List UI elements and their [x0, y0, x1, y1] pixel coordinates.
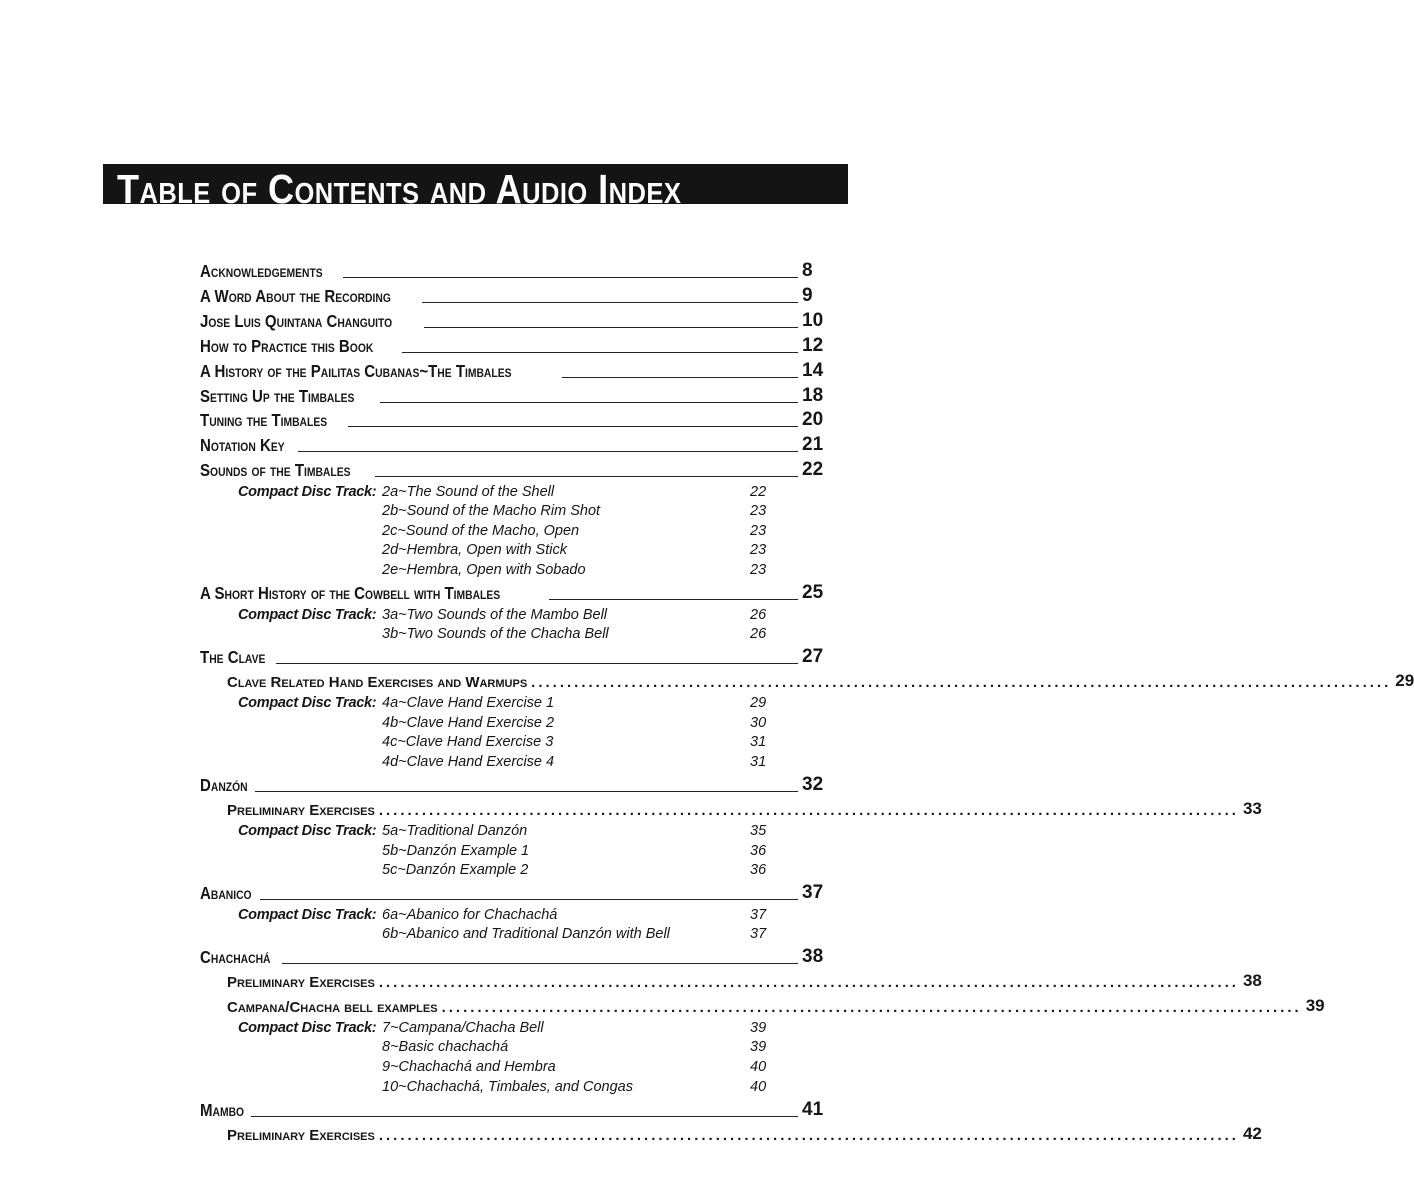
leader-dots: ........................................................................................................................ — [378, 974, 1239, 992]
audio-track-entry — [200, 561, 826, 581]
chapter-title: The Clave — [200, 647, 266, 668]
toc-section-entry — [200, 798, 1262, 819]
leader-line — [343, 277, 798, 278]
audio-track-entry — [200, 733, 826, 753]
track-page-number: 23 — [750, 503, 767, 520]
track-page-number: 35 — [750, 822, 767, 839]
audio-track-entry — [200, 541, 826, 561]
cd-track-label: Compact Disc Track: — [238, 906, 377, 923]
title-banner — [103, 164, 848, 212]
cd-track-label: Compact Disc Track: — [238, 483, 377, 500]
page-number: 21 — [802, 434, 824, 456]
track-title: 2c~Sound of the Macho, Open — [382, 522, 580, 539]
page-number: 27 — [802, 646, 824, 668]
toc-chapter-entry — [200, 946, 826, 968]
toc-chapter-entry — [200, 882, 826, 904]
page-number: 14 — [802, 359, 824, 381]
cd-track-label: Compact Disc Track: — [238, 1019, 377, 1036]
track-title: 3b~Two Sounds of the Chacha Bell — [382, 626, 609, 643]
page-number: 12 — [802, 334, 824, 356]
toc-section-entry — [200, 671, 1414, 692]
toc-chapter-entry — [200, 646, 826, 668]
track-title: 4c~Clave Hand Exercise 3 — [382, 734, 554, 751]
track-title: 5a~Traditional Danzón — [382, 822, 528, 839]
track-title: 2b~Sound of the Macho Rim Shot — [382, 503, 601, 520]
page-number: 32 — [802, 774, 824, 795]
section-title: Preliminary Exercises — [227, 974, 375, 992]
cd-track-label: Compact Disc Track: — [238, 822, 377, 839]
toc-chapter-entry — [200, 582, 826, 604]
audio-track-entry — [200, 1038, 826, 1058]
track-page-number: 23 — [750, 562, 767, 578]
page-number: 42 — [1242, 1123, 1262, 1143]
audio-track-entry — [200, 502, 826, 522]
toc-chapter-entry — [200, 310, 826, 332]
track-page-number: 29 — [750, 695, 767, 712]
page-number: 10 — [802, 309, 824, 331]
cd-track-label: Compact Disc Track: — [238, 606, 377, 623]
page-number: 22 — [802, 459, 824, 481]
toc-chapter-entry — [200, 285, 826, 307]
leader-line — [348, 426, 798, 427]
toc-chapter-entry — [200, 260, 826, 282]
audio-track-entry — [200, 861, 826, 881]
section-title: Preliminary Exercises — [227, 1126, 375, 1144]
audio-track-entry — [200, 841, 826, 861]
chapter-title: Notation Key — [200, 435, 285, 456]
leader-dots: ........................................................................................................................ — [531, 674, 1392, 692]
page-number: 39 — [1305, 995, 1325, 1015]
track-title: 4d~Clave Hand Exercise 4 — [382, 753, 555, 770]
track-page-number: 36 — [750, 862, 767, 879]
page-title: Table of Contents and Audio Index — [117, 166, 682, 212]
page-number: 37 — [802, 882, 824, 904]
track-title: 6a~Abanico for Chachachá — [382, 906, 558, 923]
leader-line — [375, 476, 798, 477]
page-number: 33 — [1242, 798, 1262, 818]
leader-line — [549, 599, 798, 600]
track-page-number: 40 — [750, 1058, 767, 1075]
cd-track-label: Compact Disc Track: — [238, 695, 377, 712]
track-title: 7~Campana/Chacha Bell — [382, 1019, 544, 1036]
page-number: 18 — [802, 384, 824, 406]
section-title: Clave Related Hand Exercises and Warmups — [227, 674, 528, 692]
track-page-number: 30 — [750, 714, 767, 731]
track-page-number: 26 — [750, 606, 767, 623]
leader-line — [255, 791, 798, 792]
toc-section-entry — [200, 1123, 1262, 1144]
toc-chapter-entry — [200, 774, 826, 796]
chapter-title: Danzón — [200, 775, 248, 795]
audio-track-entry — [200, 1077, 826, 1097]
page-number: 38 — [802, 946, 824, 968]
track-title: 5b~Danzón Example 1 — [382, 842, 530, 859]
toc-chapter-entry — [200, 434, 826, 456]
audio-track-entry — [200, 1057, 826, 1077]
chapter-title: Tuning the Timbales — [200, 410, 328, 431]
chapter-title: Acknowledgements — [200, 261, 323, 281]
leader-line — [251, 1116, 798, 1117]
leader-dots: ........................................................................................................................ — [441, 998, 1302, 1016]
audio-track-entry — [200, 625, 826, 645]
chapter-title: Setting Up the Timbales — [200, 385, 355, 406]
toc-section-entry — [200, 995, 1325, 1016]
page-number: 29 — [1395, 671, 1414, 691]
leader-line — [424, 327, 799, 328]
chapter-title: A Word About the Recording — [200, 285, 391, 306]
toc-chapter-entry — [200, 1099, 826, 1121]
toc-chapter-entry — [200, 360, 826, 382]
audio-track-entry — [200, 925, 826, 945]
toc-chapter-entry — [200, 459, 826, 481]
track-page-number: 39 — [750, 1039, 767, 1056]
track-title: 10~Chachachá, Timbales, and Congas — [382, 1078, 633, 1095]
audio-track-entry — [200, 605, 826, 625]
leader-line — [422, 302, 798, 303]
page-number: 8 — [802, 260, 813, 281]
toc-section-entry — [200, 971, 1262, 992]
track-title: 2d~Hembra, Open with Stick — [382, 542, 567, 559]
chapter-title: Jose Luis Quintana Changuito — [200, 310, 393, 331]
toc-chapter-entry — [200, 409, 826, 431]
chapter-title: A Short History of the Cowbell with Timbales — [200, 583, 501, 604]
track-page-number: 22 — [750, 483, 767, 500]
toc-chapter-entry — [200, 385, 826, 407]
track-page-number: 23 — [750, 542, 767, 559]
audio-track-entry — [200, 482, 826, 502]
audio-track-entry — [200, 1018, 826, 1038]
leader-line — [260, 899, 798, 900]
track-title: 4a~Clave Hand Exercise 1 — [382, 695, 555, 712]
leader-line — [562, 377, 798, 378]
track-title: 4b~Clave Hand Exercise 2 — [382, 714, 555, 731]
leader-line — [298, 451, 798, 452]
leader-dots: ........................................................................................................................ — [378, 801, 1239, 819]
track-title: 2e~Hembra, Open with Sobado — [382, 562, 586, 578]
leader-line — [402, 352, 798, 353]
audio-track-entry — [200, 694, 826, 714]
chapter-title: How to Practice this Book — [200, 335, 374, 356]
chapter-title: A History of the Pailitas Cubanas~The Timbales — [200, 360, 512, 381]
page-number: 20 — [802, 409, 824, 431]
page-number: 41 — [802, 1098, 824, 1120]
leader-line — [276, 663, 798, 664]
track-page-number: 40 — [750, 1078, 767, 1095]
leader-line — [282, 963, 798, 964]
track-title: 8~Basic chachachá — [382, 1039, 509, 1056]
track-title: 2a~The Sound of the Shell — [382, 483, 555, 500]
track-page-number: 26 — [750, 626, 767, 643]
section-title: Preliminary Exercises — [227, 801, 375, 819]
chapter-title: Mambo — [200, 1099, 245, 1120]
page-number: 9 — [802, 284, 813, 306]
toc-chapter-entry — [200, 335, 826, 357]
track-title: 6b~Abanico and Traditional Danzón with Bell — [382, 926, 670, 943]
track-page-number: 37 — [750, 926, 767, 943]
chapter-title: Chachachá — [200, 947, 271, 968]
chapter-title: Abanico — [200, 883, 252, 904]
track-page-number: 36 — [750, 842, 767, 859]
audio-track-entry — [200, 905, 826, 925]
track-page-number: 39 — [750, 1019, 767, 1036]
track-title: 5c~Danzón Example 2 — [382, 862, 529, 879]
audio-track-entry — [200, 521, 826, 541]
leader-line — [380, 402, 798, 403]
audio-track-entry — [200, 752, 826, 772]
track-page-number: 37 — [750, 906, 767, 923]
section-title: Campana/Chacha bell examples — [227, 998, 438, 1016]
leader-dots: ........................................................................................................................ — [378, 1126, 1239, 1144]
track-page-number: 23 — [750, 522, 767, 539]
audio-track-entry — [200, 713, 826, 733]
chapter-title: Sounds of the Timbales — [200, 460, 351, 481]
page-number: 38 — [1242, 971, 1262, 991]
track-page-number: 31 — [750, 734, 767, 751]
audio-track-entry — [200, 821, 826, 841]
page-number: 25 — [802, 582, 824, 604]
track-title: 3a~Two Sounds of the Mambo Bell — [382, 606, 608, 623]
track-title: 9~Chachachá and Hembra — [382, 1058, 556, 1075]
track-page-number: 31 — [750, 753, 767, 770]
